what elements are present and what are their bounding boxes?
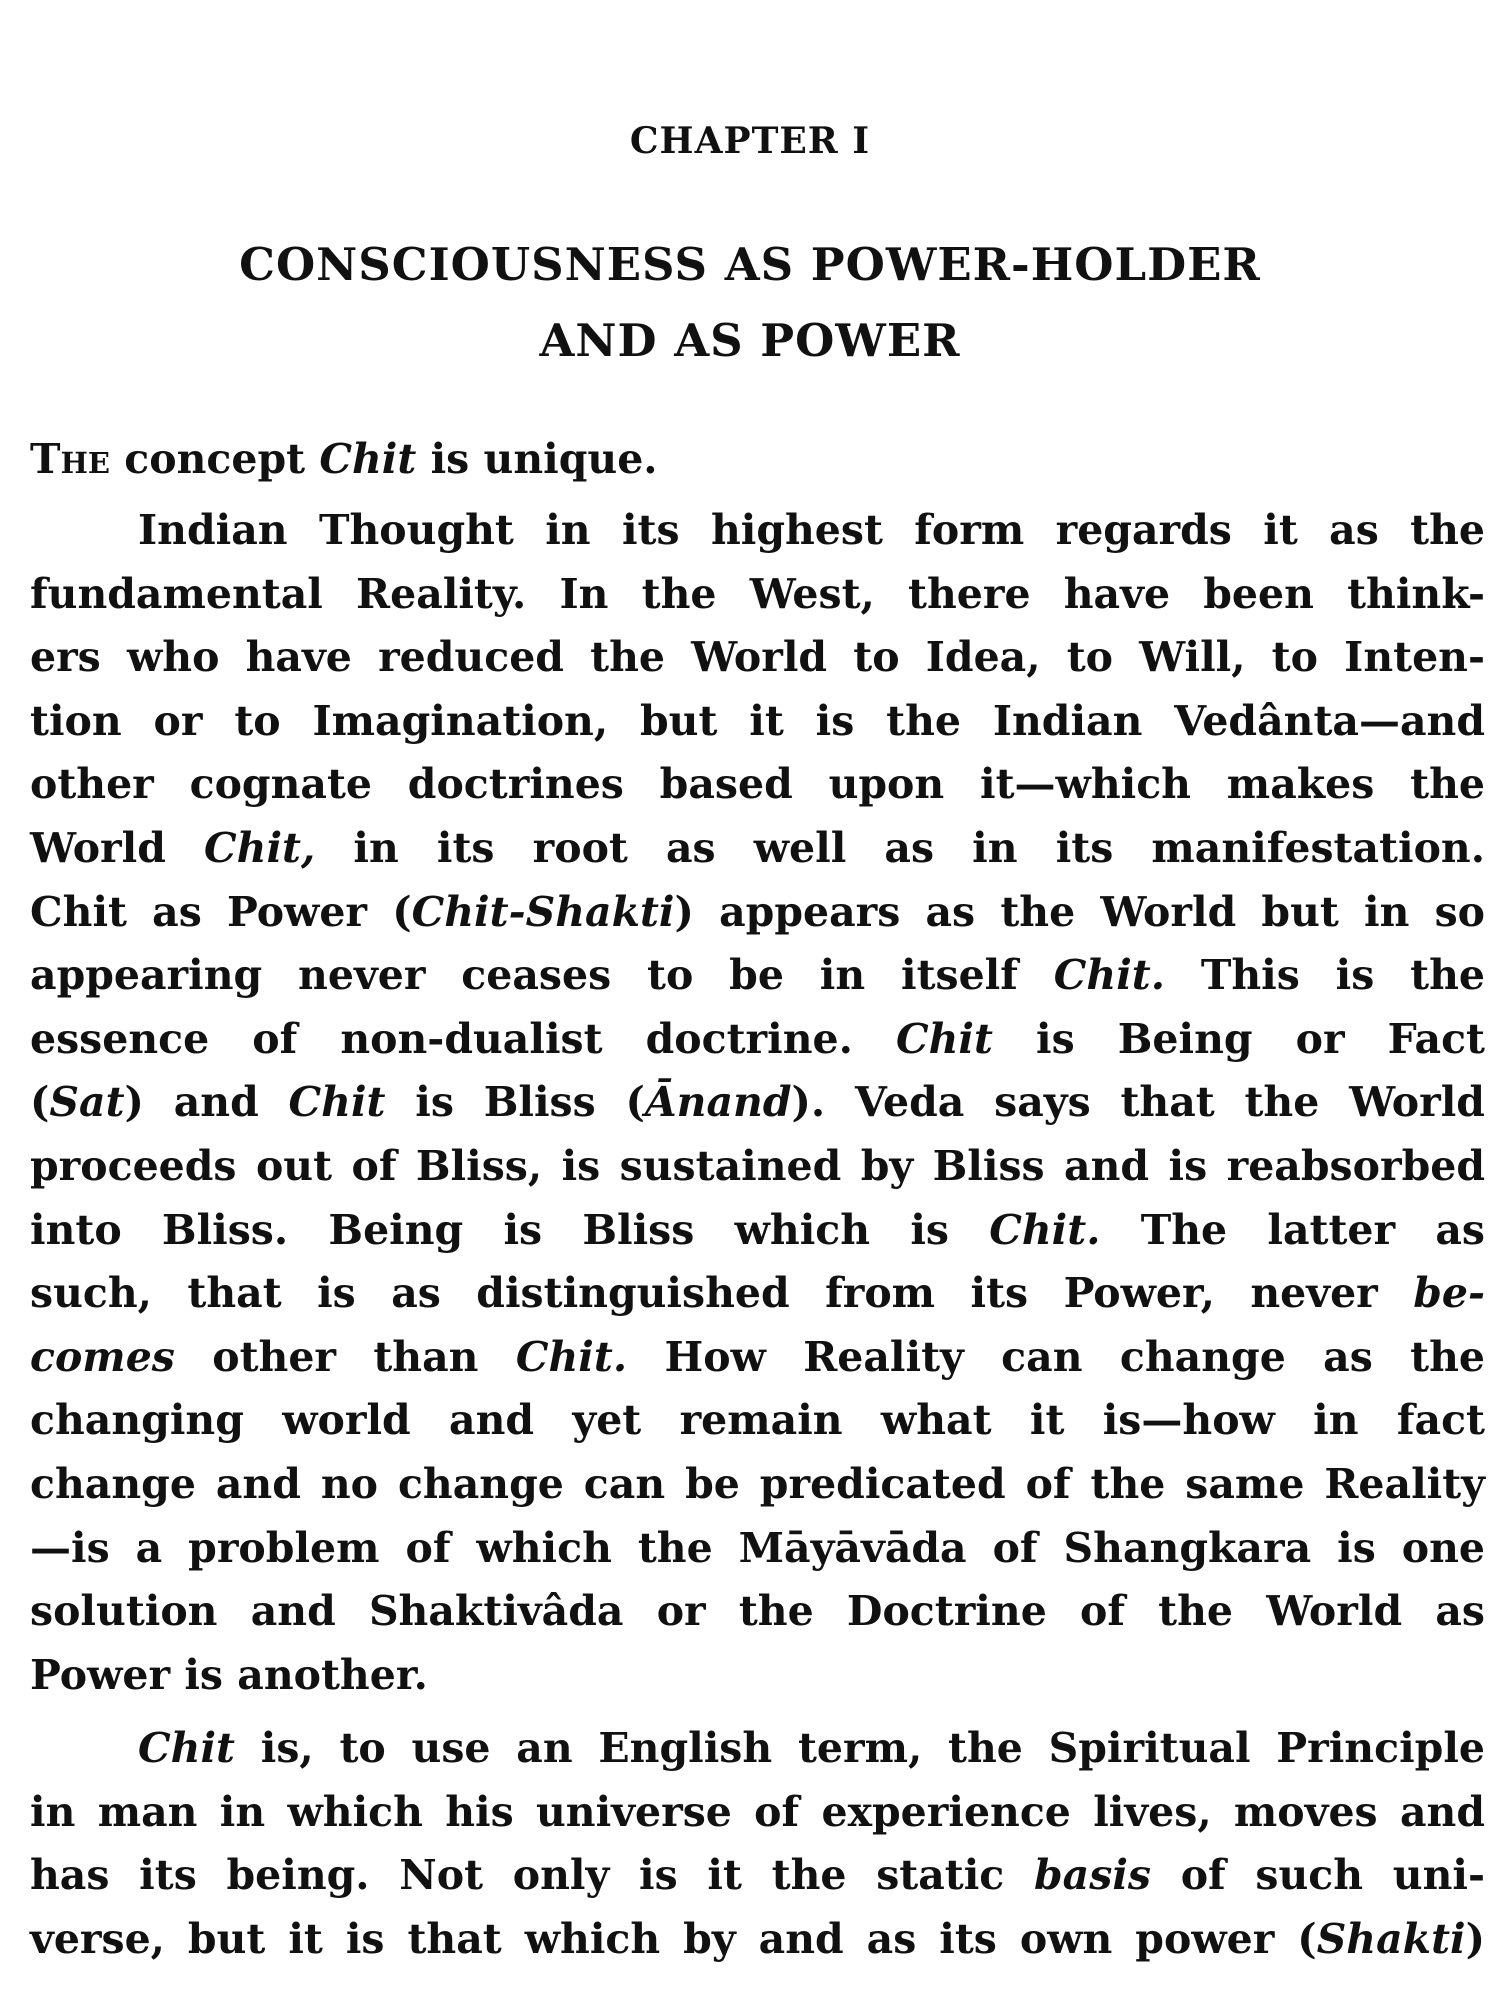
text-run: ( xyxy=(30,1078,50,1127)
italic-term: Ānand xyxy=(644,1078,792,1127)
body-text xyxy=(30,499,1485,1972)
text-line xyxy=(30,881,1485,945)
text-run: is, to use an English term, the Spiritual Principle xyxy=(234,1724,1485,1773)
text-run: in man in which his universe of experience lives, moves and xyxy=(30,1787,1485,1836)
text-line xyxy=(30,499,1485,563)
text-run: ) appears as the World but in so xyxy=(674,887,1485,936)
text-run: proceeds out of Bliss, is sustained by Bliss and is reabsorbed xyxy=(30,1141,1485,1190)
text-run: World xyxy=(30,823,205,872)
italic-term: Chit xyxy=(288,1078,386,1127)
text-line xyxy=(30,1262,1485,1326)
italic-term: comes xyxy=(30,1332,175,1381)
text-line xyxy=(30,1781,1485,1845)
text-run: is Being or Fact xyxy=(992,1014,1485,1063)
text-line xyxy=(30,1389,1485,1453)
text-run: How Reality can change as the xyxy=(627,1332,1485,1381)
opening-text: concept xyxy=(110,435,320,483)
italic-term: Chit-Shakti xyxy=(411,887,675,936)
text-line xyxy=(30,1326,1485,1390)
chapter-title-line-2: AND AS POWER xyxy=(539,314,961,367)
italic-term: Chit xyxy=(138,1724,235,1773)
text-line xyxy=(30,1717,1485,1781)
text-run: other cognate doctrines based upon it—which makes the xyxy=(30,760,1485,809)
text-run: Power is another. xyxy=(30,1650,428,1699)
text-run: This is the xyxy=(1164,951,1485,1000)
text-line xyxy=(30,1453,1485,1517)
text-run: tion or to Imagination, but it is the Indian Vedânta—and xyxy=(30,696,1485,745)
text-run: solution and Shaktivâda or the Doctrine of the World as xyxy=(30,1587,1485,1636)
text-line xyxy=(30,1517,1485,1581)
italic-term: Chit. xyxy=(515,1332,628,1381)
text-run: —is a problem of which the Māyāvāda of Shangkara is one xyxy=(30,1523,1485,1572)
text-line xyxy=(30,817,1485,881)
text-run: other than xyxy=(174,1332,516,1381)
text-run: essence of non-dualist doctrine. xyxy=(30,1014,896,1063)
italic-term: Sat xyxy=(49,1078,125,1127)
text-run: appearing never ceases to be in itself xyxy=(30,951,1054,1000)
text-line xyxy=(30,626,1485,690)
text-run: changing world and yet remain what it is—how in fact xyxy=(30,1396,1485,1445)
text-line xyxy=(30,690,1485,754)
text-line xyxy=(30,563,1485,627)
text-run: fundamental Reality. In the West, there have been think- xyxy=(30,569,1485,618)
text-run: Chit as Power ( xyxy=(30,887,412,936)
text-line xyxy=(30,1071,1485,1135)
text-run: ) xyxy=(1465,1915,1485,1964)
text-run: has its being. Not only is it the static xyxy=(30,1851,1034,1900)
text-run: of such uni- xyxy=(1150,1851,1486,1900)
text-run: ers who have reduced the World to Idea, to Will, to Inten- xyxy=(30,633,1485,682)
opening-smallcaps: The xyxy=(30,435,111,483)
text-run: ). Veda says that the World xyxy=(791,1078,1485,1127)
paragraph-1 xyxy=(30,499,1485,1707)
text-run: ) and xyxy=(124,1078,289,1127)
opening-text: is unique. xyxy=(416,435,658,483)
text-run: Indian Thought in its highest form regards it as the xyxy=(138,506,1485,554)
text-run: in its root as well as in its manifestation. xyxy=(315,823,1486,872)
text-line xyxy=(30,1008,1485,1072)
italic-term: Chit, xyxy=(204,823,316,872)
text-line xyxy=(30,753,1485,817)
text-run: is Bliss ( xyxy=(385,1078,645,1127)
text-line xyxy=(30,1844,1485,1908)
paragraph-gap xyxy=(30,1707,1485,1717)
text-line xyxy=(30,1644,1485,1708)
opening-italic: Chit xyxy=(319,435,417,483)
paragraph-2 xyxy=(30,1717,1485,1971)
italic-term: Shakti xyxy=(1316,1915,1466,1964)
text-line xyxy=(30,1135,1485,1199)
chapter-title-line-1: CONSCIOUSNESS AS POWER-HOLDER xyxy=(239,238,1261,291)
text-run: change and no change can be predicated of the same Reality xyxy=(30,1459,1485,1508)
text-line xyxy=(30,1908,1485,1972)
italic-term: Chit. xyxy=(1053,951,1165,1000)
italic-term: be- xyxy=(1413,1269,1485,1318)
text-run: into Bliss. Being is Bliss which is xyxy=(30,1205,990,1254)
text-run: verse, but it is that which by and as its own power ( xyxy=(30,1915,1317,1964)
text-run: such, that is as distinguished from its Power, never xyxy=(30,1269,1414,1318)
chapter-label: CHAPTER I xyxy=(629,120,871,162)
text-line xyxy=(30,1580,1485,1644)
italic-term: Chit. xyxy=(989,1205,1101,1254)
text-line xyxy=(30,944,1485,1008)
italic-term: basis xyxy=(1034,1851,1151,1900)
text-run: The latter as xyxy=(1100,1205,1485,1254)
text-line xyxy=(30,1199,1485,1263)
italic-term: Chit xyxy=(895,1014,993,1063)
opening-sentence xyxy=(30,435,658,483)
